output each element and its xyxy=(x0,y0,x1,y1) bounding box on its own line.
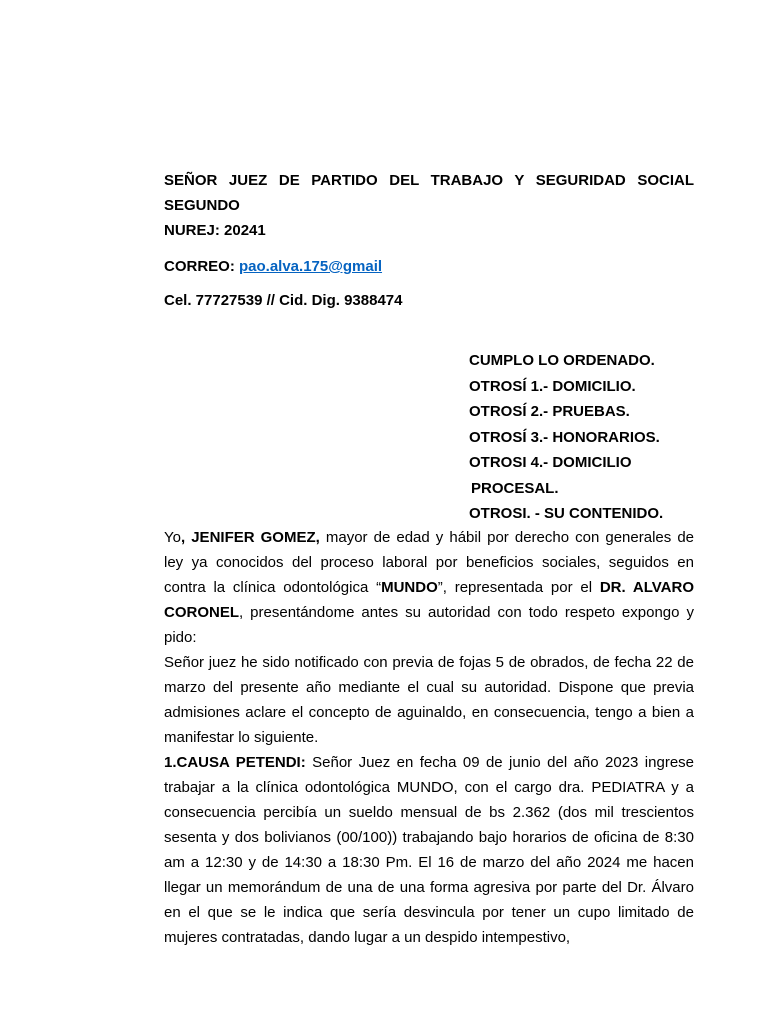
email-link[interactable]: pao.alva.175@gmail xyxy=(239,258,383,275)
phone-id-line: Cel. 77727539 // Cid. Dig. 9388474 xyxy=(164,292,403,309)
plaintiff-name: , JENIFER GOMEZ, xyxy=(180,529,320,546)
text-run: Yo xyxy=(164,529,181,546)
text-run: , presentándome antes su autoridad con todo respeto expongo y pido: xyxy=(164,604,694,646)
notification-paragraph: Señor juez he sido notificado con previa de fojas 5 de obrados, de fecha 22 de marzo del presente año mediante el cual su autoridad. Dispone que previa admisiones aclare el concepto de aguinaldo, en consecuencia, tengo a bien a manifestar lo siguiente. xyxy=(164,654,694,746)
summary-item: OTROSÍ 3.- HONORARIOS. xyxy=(469,428,660,446)
defendant-name: DR. ALVARO CORONEL xyxy=(164,579,694,621)
court-addressee: SEÑOR JUEZ DE PARTIDO DEL TRABAJO Y SEGURIDAD SOCIAL SEGUNDO xyxy=(164,172,694,214)
causa-petendi-paragraph xyxy=(164,750,694,950)
email-label: CORREO: xyxy=(164,258,239,275)
summary-item: PROCESAL. xyxy=(471,479,559,497)
text-run: Señor Juez en fecha 09 de junio del año 2023 ingrese trabajar a la clínica odontológica MUNDO, con el cargo dra. PEDIATRA y a consecuencia percibía un sueldo mensual de bs 2.362 (dos mil trescientos sesenta y dos bolivianos (00/100)) trabajando bajo horarios de oficina de 8:30 am a 12:30 y de 14:30 a 18:30 Pm. El 16 de marzo del año 2024 me hacen llegar un memorándum de una de una forma agresiva por parte del Dr. Álvaro en el que se le indica que sería desvincula por tener un cupo limitado de mujeres contratadas, dando lugar a un despido intempestivo, xyxy=(164,754,695,946)
summary-item: OTROSI 4.- DOMICILIO xyxy=(469,454,632,471)
clinic-name: MUNDO xyxy=(381,579,438,596)
document-header xyxy=(164,168,694,243)
summary-item: OTROSÍ 2.- PRUEBAS. xyxy=(469,403,630,420)
summary-item: OTROSÍ 1.- DOMICILIO. xyxy=(469,377,636,395)
nurej-number: NUREJ: 20241 xyxy=(164,222,266,239)
email-line xyxy=(164,254,382,279)
summary-item: CUMPLO LO ORDENADO. xyxy=(469,352,655,369)
text-run: ”, representada por el xyxy=(437,579,600,596)
document-body xyxy=(164,525,694,950)
intro-paragraph xyxy=(164,525,694,650)
petition-summary xyxy=(469,348,663,527)
summary-item: OTROSI. - SU CONTENIDO. xyxy=(469,505,664,522)
text-run: mayor de edad y hábil por derecho con generales de ley ya conocidos del proceso laboral por beneficios sociales, seguidos en contra la clínica odontológica “ xyxy=(164,529,695,596)
section-heading: 1.CAUSA PETENDI: xyxy=(164,754,306,771)
